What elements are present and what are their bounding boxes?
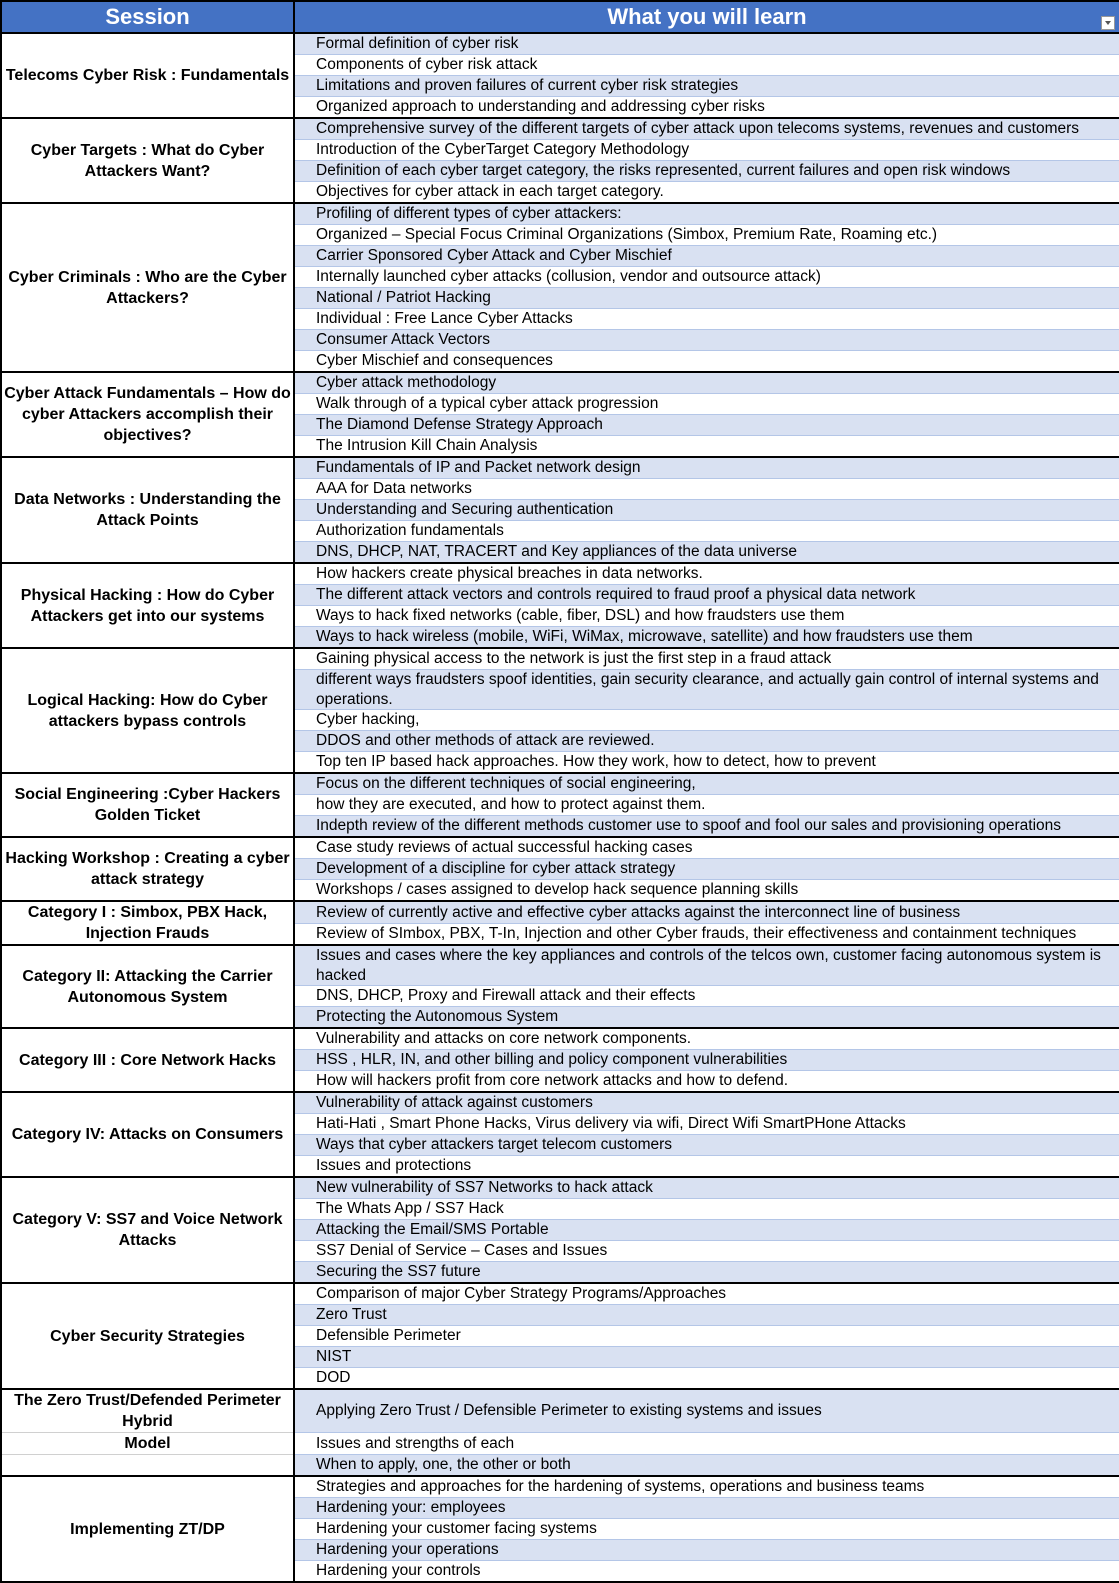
table-row bbox=[1, 1389, 1119, 1433]
table-row bbox=[1, 563, 1119, 585]
learn-item: Vulnerability and attacks on core network components. bbox=[294, 1028, 1119, 1050]
learn-item: Cyber hacking, bbox=[294, 710, 1119, 731]
learn-item: different ways fraudsters spoof identities, gain security clearance, and actually gain control of internal systems and operations. bbox=[294, 670, 1119, 710]
learn-item: HSS , HLR, IN, and other billing and policy component vulnerabilities bbox=[294, 1050, 1119, 1071]
table-row bbox=[1, 837, 1119, 859]
session-cell: Cyber Targets : What do Cyber Attackers Want? bbox=[1, 118, 294, 203]
learn-item: How hackers create physical breaches in data networks. bbox=[294, 563, 1119, 585]
learn-item: Indepth review of the different methods customer use to spoof and fool our sales and provisioning operations bbox=[294, 816, 1119, 838]
learn-item: Hati-Hati , Smart Phone Hacks, Virus delivery via wifi, Direct Wifi SmartPHone Attacks bbox=[294, 1114, 1119, 1135]
learn-item: Fundamentals of IP and Packet network design bbox=[294, 457, 1119, 479]
learn-item: Limitations and proven failures of current cyber risk strategies bbox=[294, 76, 1119, 97]
table-row bbox=[1, 203, 1119, 225]
session-cell-empty bbox=[1, 1455, 294, 1477]
session-cell: Hacking Workshop : Creating a cyber attack strategy bbox=[1, 837, 294, 901]
learn-item: DDOS and other methods of attack are reviewed. bbox=[294, 731, 1119, 752]
learn-item: Organized – Special Focus Criminal Organizations (Simbox, Premium Rate, Roaming etc.) bbox=[294, 225, 1119, 246]
table-row bbox=[1, 118, 1119, 140]
session-cell: Category III : Core Network Hacks bbox=[1, 1028, 294, 1092]
learn-item: Protecting the Autonomous System bbox=[294, 1007, 1119, 1029]
table-body bbox=[1, 33, 1119, 1582]
learn-item: Review of currently active and effective cyber attacks against the interconnect line of business bbox=[294, 901, 1119, 923]
session-column-header: Session bbox=[1, 1, 294, 33]
table-row bbox=[1, 1092, 1119, 1114]
session-cell: Category II: Attacking the Carrier Autonomous System bbox=[1, 945, 294, 1028]
learn-item: Definition of each cyber target category, the risks represented, current failures and open risk windows bbox=[294, 161, 1119, 182]
header-row bbox=[1, 1, 1119, 33]
table-row bbox=[1, 945, 1119, 986]
learn-item: Ways to hack fixed networks (cable, fiber, DSL) and how fraudsters use them bbox=[294, 606, 1119, 627]
learn-item: DOD bbox=[294, 1368, 1119, 1390]
learn-item: how they are executed, and how to protect against them. bbox=[294, 795, 1119, 816]
learn-item: Understanding and Securing authentication bbox=[294, 500, 1119, 521]
table-row bbox=[1, 1177, 1119, 1199]
learn-item: Objectives for cyber attack in each target category. bbox=[294, 182, 1119, 204]
learn-item: Defensible Perimeter bbox=[294, 1326, 1119, 1347]
learn-item: Individual : Free Lance Cyber Attacks bbox=[294, 309, 1119, 330]
learn-item: NIST bbox=[294, 1347, 1119, 1368]
learn-item: Ways that cyber attackers target telecom customers bbox=[294, 1135, 1119, 1156]
learn-item: Hardening your controls bbox=[294, 1561, 1119, 1583]
learn-item: New vulnerability of SS7 Networks to hack attack bbox=[294, 1177, 1119, 1199]
learn-item: Profiling of different types of cyber attackers: bbox=[294, 203, 1119, 225]
learn-item: The Intrusion Kill Chain Analysis bbox=[294, 436, 1119, 458]
learn-item: Internally launched cyber attacks (collusion, vendor and outsource attack) bbox=[294, 267, 1119, 288]
table-row bbox=[1, 457, 1119, 479]
learn-item: Introduction of the CyberTarget Category Methodology bbox=[294, 140, 1119, 161]
session-cell: Model bbox=[1, 1433, 294, 1455]
learn-item: Vulnerability of attack against customers bbox=[294, 1092, 1119, 1114]
table-row bbox=[1, 773, 1119, 795]
table-row bbox=[1, 1476, 1119, 1498]
table-row bbox=[1, 901, 1119, 923]
table-row bbox=[1, 1455, 1119, 1477]
session-cell: Social Engineering :Cyber Hackers Golden Ticket bbox=[1, 773, 294, 837]
learn-item: When to apply, one, the other or both bbox=[294, 1455, 1119, 1477]
learn-item: National / Patriot Hacking bbox=[294, 288, 1119, 309]
table-row bbox=[1, 1433, 1119, 1455]
learn-item: Carrier Sponsored Cyber Attack and Cyber Mischief bbox=[294, 246, 1119, 267]
session-cell: Physical Hacking : How do Cyber Attackers get into our systems bbox=[1, 563, 294, 648]
learn-item: Zero Trust bbox=[294, 1305, 1119, 1326]
table-row bbox=[1, 33, 1119, 55]
learn-column-header bbox=[294, 1, 1119, 33]
learn-item: Applying Zero Trust / Defensible Perimeter to existing systems and issues bbox=[294, 1389, 1119, 1433]
learn-item: Hardening your customer facing systems bbox=[294, 1519, 1119, 1540]
session-cell: Cyber Criminals : Who are the Cyber Attackers? bbox=[1, 203, 294, 372]
learn-item: Consumer Attack Vectors bbox=[294, 330, 1119, 351]
learn-item: Review of SImbox, PBX, T-In, Injection and other Cyber frauds, their effectiveness and containment techniques bbox=[294, 923, 1119, 945]
learn-item: The different attack vectors and controls required to fraud proof a physical data network bbox=[294, 585, 1119, 606]
learn-item: Case study reviews of actual successful hacking cases bbox=[294, 837, 1119, 859]
session-cell: Logical Hacking: How do Cyber attackers bypass controls bbox=[1, 648, 294, 773]
learn-item: Top ten IP based hack approaches. How they work, how to detect, how to prevent bbox=[294, 752, 1119, 774]
learn-item: The Whats App / SS7 Hack bbox=[294, 1199, 1119, 1220]
learn-item: DNS, DHCP, Proxy and Firewall attack and their effects bbox=[294, 986, 1119, 1007]
session-cell: Category IV: Attacks on Consumers bbox=[1, 1092, 294, 1177]
learn-header-label: What you will learn bbox=[607, 4, 807, 29]
session-cell: Implementing ZT/DP bbox=[1, 1476, 294, 1582]
learn-item: Attacking the Email/SMS Portable bbox=[294, 1220, 1119, 1241]
learn-item: Strategies and approaches for the hardening of systems, operations and business teams bbox=[294, 1476, 1119, 1498]
session-cell: The Zero Trust/Defended Perimeter Hybrid bbox=[1, 1389, 294, 1433]
learn-item: Organized approach to understanding and addressing cyber risks bbox=[294, 97, 1119, 119]
learn-item: Hardening your: employees bbox=[294, 1498, 1119, 1519]
learn-item: Cyber Mischief and consequences bbox=[294, 351, 1119, 373]
learn-item: Issues and strengths of each bbox=[294, 1433, 1119, 1455]
learn-item: Development of a discipline for cyber attack strategy bbox=[294, 859, 1119, 880]
learn-item: Comprehensive survey of the different targets of cyber attack upon telecoms systems, revenues and customers bbox=[294, 118, 1119, 140]
learn-item: Formal definition of cyber risk bbox=[294, 33, 1119, 55]
learn-item: Issues and cases where the key appliances and controls of the telcos own, customer facing autonomous system is hacked bbox=[294, 945, 1119, 986]
table-row bbox=[1, 1028, 1119, 1050]
table-row bbox=[1, 372, 1119, 394]
table-row bbox=[1, 648, 1119, 670]
table-row bbox=[1, 1283, 1119, 1305]
learn-item: How will hackers profit from core network attacks and how to defend. bbox=[294, 1071, 1119, 1093]
session-cell: Category V: SS7 and Voice Network Attacks bbox=[1, 1177, 294, 1283]
learn-item: AAA for Data networks bbox=[294, 479, 1119, 500]
learn-item: Workshops / cases assigned to develop hack sequence planning skills bbox=[294, 880, 1119, 902]
session-cell: Category I : Simbox, PBX Hack, Injection Frauds bbox=[1, 901, 294, 945]
session-cell: Cyber Attack Fundamentals – How do cyber Attackers accomplish their objectives? bbox=[1, 372, 294, 457]
learn-item: Hardening your operations bbox=[294, 1540, 1119, 1561]
session-cell: Cyber Security Strategies bbox=[1, 1283, 294, 1389]
learn-item: Issues and protections bbox=[294, 1156, 1119, 1178]
learn-item: Cyber attack methodology bbox=[294, 372, 1119, 394]
learn-item: Comparison of major Cyber Strategy Programs/Approaches bbox=[294, 1283, 1119, 1305]
learn-item: DNS, DHCP, NAT, TRACERT and Key appliances of the data universe bbox=[294, 542, 1119, 564]
learn-item: Focus on the different techniques of social engineering, bbox=[294, 773, 1119, 795]
learn-item: Ways to hack wireless (mobile, WiFi, WiMax, microwave, satellite) and how fraudsters use them bbox=[294, 627, 1119, 649]
session-cell: Data Networks : Understanding the Attack Points bbox=[1, 457, 294, 563]
filter-dropdown-icon[interactable] bbox=[1101, 16, 1115, 30]
learn-item: Components of cyber risk attack bbox=[294, 55, 1119, 76]
learn-item: Gaining physical access to the network is just the first step in a fraud attack bbox=[294, 648, 1119, 670]
learn-item: Authorization fundamentals bbox=[294, 521, 1119, 542]
learn-item: Walk through of a typical cyber attack progression bbox=[294, 394, 1119, 415]
learn-item: Securing the SS7 future bbox=[294, 1262, 1119, 1284]
learn-item: SS7 Denial of Service – Cases and Issues bbox=[294, 1241, 1119, 1262]
learn-item: The Diamond Defense Strategy Approach bbox=[294, 415, 1119, 436]
session-cell: Telecoms Cyber Risk : Fundamentals bbox=[1, 33, 294, 118]
